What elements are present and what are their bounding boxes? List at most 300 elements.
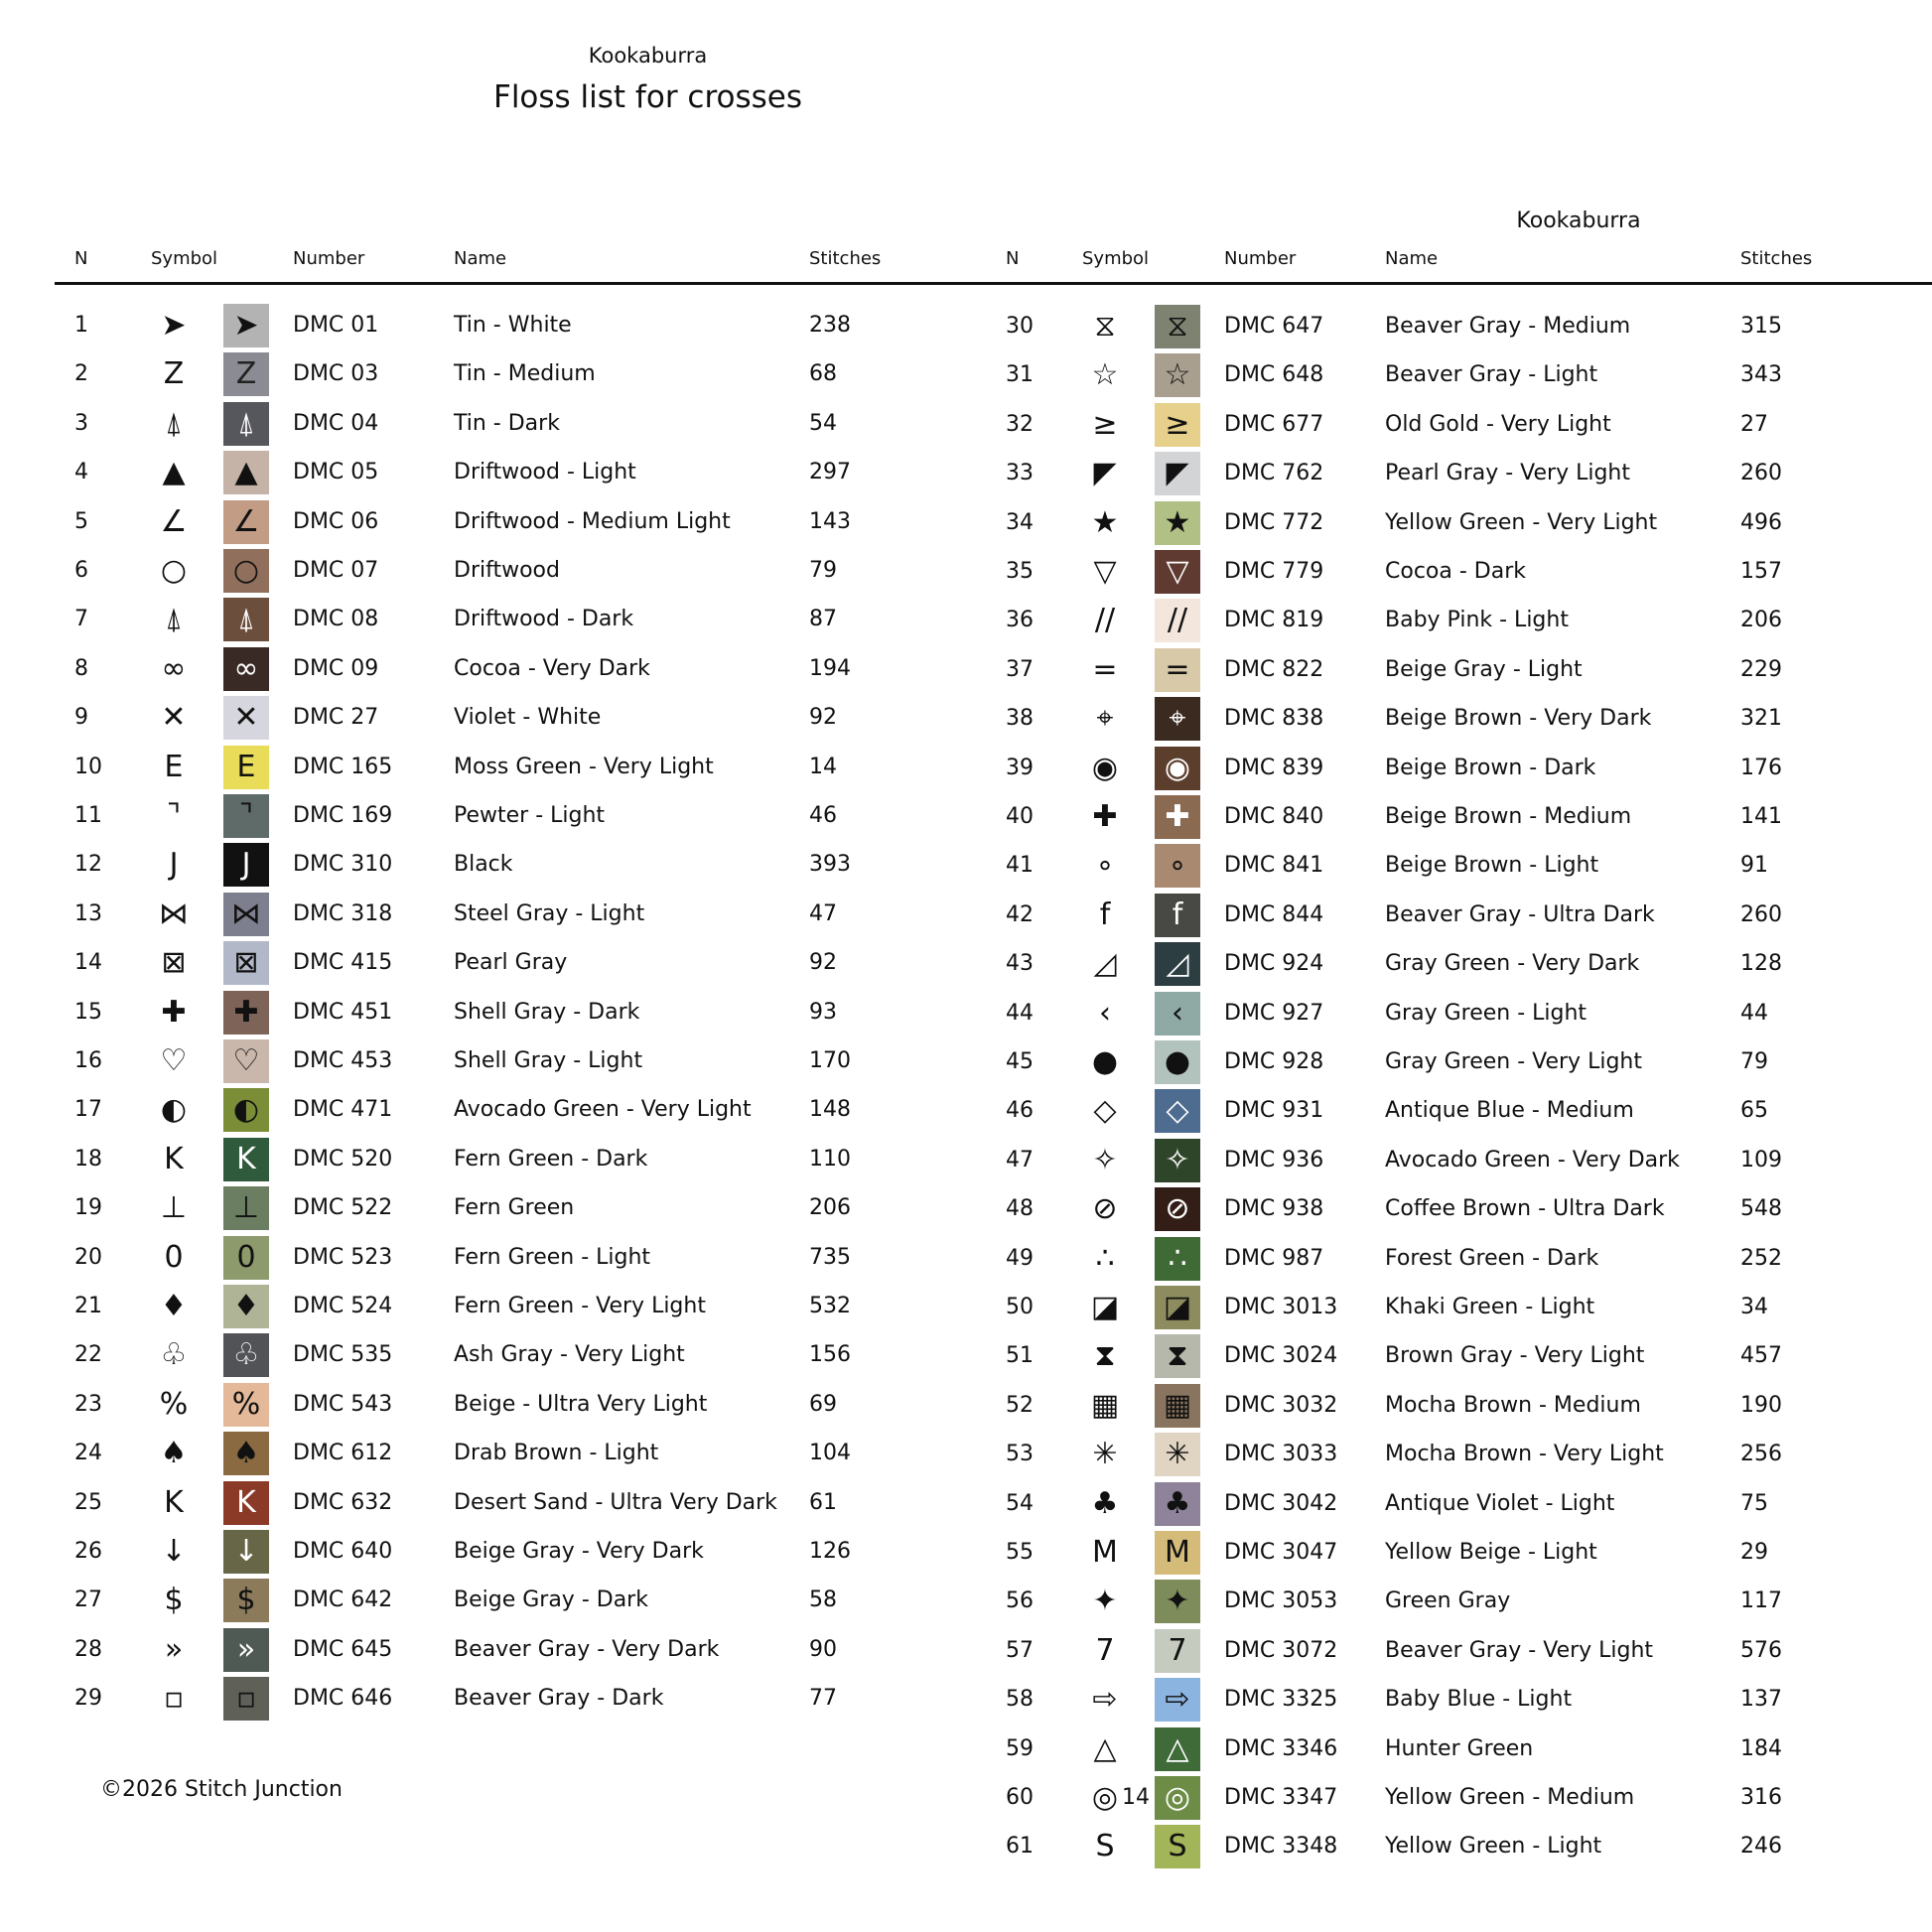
stitch-count: 252 — [1740, 1245, 1782, 1271]
color-swatch — [1155, 1237, 1200, 1281]
symbol-icon: ✕ — [161, 700, 187, 736]
color-swatch — [1155, 1580, 1200, 1623]
swatch-symbol-icon: ✚ — [233, 994, 259, 1030]
swatch-symbol-icon: ≥ — [1165, 406, 1190, 442]
floss-number: DMC 646 — [293, 1686, 393, 1712]
row-number: 25 — [74, 1489, 102, 1515]
header-number: Number — [1224, 248, 1297, 269]
color-swatch — [1155, 1825, 1200, 1868]
floss-number: DMC 772 — [1224, 509, 1324, 535]
row-number: 56 — [1006, 1588, 1034, 1614]
row-number: 42 — [1006, 901, 1034, 927]
row-number: 52 — [1006, 1392, 1034, 1418]
floss-number: DMC 169 — [293, 803, 393, 828]
stitch-count: 68 — [809, 361, 837, 387]
floss-number: DMC 936 — [1224, 1147, 1324, 1173]
stitch-count: 148 — [809, 1097, 851, 1123]
floss-number: DMC 522 — [293, 1195, 393, 1221]
floss-name: Cocoa - Dark — [1385, 559, 1526, 584]
symbol-icon: S — [1095, 1829, 1115, 1864]
symbol-icon: ↓ — [161, 1534, 187, 1569]
color-swatch — [223, 1432, 269, 1475]
floss-name: Yellow Green - Light — [1385, 1834, 1602, 1860]
floss-number: DMC 3032 — [1224, 1392, 1338, 1418]
floss-name: Beaver Gray - Very Dark — [454, 1636, 720, 1662]
floss-number: DMC 451 — [293, 999, 393, 1025]
floss-name: Driftwood - Medium Light — [454, 508, 731, 534]
header-symbol: Symbol — [1082, 248, 1150, 269]
floss-name: Baby Pink - Light — [1385, 608, 1569, 633]
color-swatch — [223, 843, 269, 887]
color-swatch — [223, 1138, 269, 1181]
floss-number: DMC 05 — [293, 460, 379, 485]
symbol-icon: ▽ — [1093, 554, 1117, 589]
row-number: 21 — [74, 1294, 102, 1318]
stitch-count: 576 — [1740, 1637, 1782, 1663]
row-number: 29 — [74, 1686, 102, 1712]
symbol-icon: ⊘ — [1092, 1191, 1118, 1227]
color-swatch — [223, 941, 269, 985]
symbol-icon: ⇨ — [1092, 1682, 1118, 1718]
color-swatch — [223, 1333, 269, 1377]
swatch-symbol-icon: ∴ — [1168, 1240, 1187, 1276]
document-title: Kookaburra — [588, 44, 708, 68]
stitch-count: 184 — [1740, 1735, 1782, 1761]
row-number: 1 — [74, 313, 88, 338]
floss-name: Gray Green - Very Dark — [1385, 951, 1640, 977]
row-number: 19 — [74, 1195, 102, 1221]
floss-name: Shell Gray - Dark — [454, 999, 640, 1025]
floss-name: Beige Gray - Very Dark — [454, 1539, 704, 1564]
swatch-symbol-icon: ∞ — [233, 650, 259, 686]
symbol-icon: ◐ — [160, 1092, 188, 1128]
floss-number: DMC 453 — [293, 1048, 393, 1073]
swatch-symbol-icon: K — [236, 1484, 256, 1520]
row-number: 61 — [1006, 1834, 1034, 1860]
table-row — [1006, 1236, 1899, 1282]
floss-number: DMC 822 — [1224, 656, 1324, 682]
table-row — [1006, 941, 1899, 987]
floss-number: DMC 3325 — [1224, 1687, 1338, 1713]
symbol-icon: ‹ — [1099, 995, 1111, 1031]
color-swatch — [223, 1186, 269, 1230]
floss-number: DMC 931 — [1224, 1098, 1324, 1124]
row-number: 4 — [74, 460, 88, 485]
floss-name: Moss Green - Very Light — [454, 754, 714, 779]
stitch-count: 58 — [809, 1587, 837, 1613]
color-swatch — [1155, 795, 1200, 839]
table-row — [1006, 696, 1899, 742]
symbol-icon: ◉ — [1091, 750, 1119, 785]
floss-name: Antique Violet - Light — [1385, 1490, 1615, 1516]
floss-number: DMC 3024 — [1224, 1343, 1338, 1369]
floss-name: Mocha Brown - Very Light — [1385, 1442, 1664, 1467]
floss-number: DMC 06 — [293, 508, 379, 534]
stitch-count: 260 — [1740, 461, 1782, 486]
swatch-symbol-icon: ✦ — [1165, 1584, 1190, 1619]
color-swatch — [1155, 501, 1200, 545]
color-swatch — [1155, 1384, 1200, 1428]
color-swatch — [1155, 648, 1200, 692]
swatch-symbol-icon: 7 — [1168, 1632, 1187, 1668]
floss-number: DMC 779 — [1224, 559, 1324, 584]
floss-name: Beige Brown - Light — [1385, 853, 1599, 879]
stitch-count: 256 — [1740, 1442, 1782, 1467]
stitch-count: 109 — [1740, 1147, 1782, 1173]
symbol-icon: Z — [163, 356, 185, 392]
stitch-count: 141 — [1740, 804, 1782, 829]
stitch-count: 457 — [1740, 1343, 1782, 1369]
table-row — [1006, 1285, 1899, 1330]
floss-number: DMC 762 — [1224, 461, 1324, 486]
stitch-count: 735 — [809, 1244, 851, 1270]
color-swatch — [1155, 599, 1200, 642]
floss-name: Pearl Gray - Very Light — [1385, 461, 1631, 486]
table-row — [74, 351, 968, 397]
color-swatch — [223, 1579, 269, 1622]
stitch-count: 61 — [809, 1489, 837, 1515]
color-swatch — [1155, 747, 1200, 790]
floss-name: Beaver Gray - Light — [1385, 362, 1598, 388]
row-number: 39 — [1006, 755, 1034, 780]
floss-number: DMC 04 — [293, 410, 379, 436]
floss-name: Baby Blue - Light — [1385, 1687, 1573, 1713]
row-number: 40 — [1006, 804, 1034, 829]
table-row — [74, 1676, 968, 1722]
row-number: 23 — [74, 1391, 102, 1417]
symbol-icon: ✚ — [161, 994, 187, 1030]
color-swatch — [223, 647, 269, 691]
floss-number: DMC 27 — [293, 705, 379, 731]
swatch-symbol-icon: ⍋ — [237, 602, 255, 637]
stitch-count: 54 — [809, 410, 837, 436]
swatch-symbol-icon: ⊠ — [233, 945, 259, 981]
stitch-count: 46 — [809, 803, 837, 828]
table-row — [1006, 1530, 1899, 1576]
stitch-count: 79 — [809, 558, 837, 583]
symbol-icon: ▫ — [163, 1681, 185, 1717]
color-swatch — [1155, 894, 1200, 937]
floss-number: DMC 165 — [293, 754, 393, 779]
floss-number: DMC 3033 — [1224, 1442, 1338, 1467]
stitch-count: 137 — [1740, 1687, 1782, 1713]
color-swatch — [223, 1039, 269, 1083]
row-number: 31 — [1006, 362, 1034, 388]
swatch-symbol-icon: ∠ — [232, 503, 260, 539]
table-row — [1006, 1383, 1899, 1429]
floss-number: DMC 938 — [1224, 1196, 1324, 1222]
table-row — [74, 892, 968, 937]
symbol-icon: △ — [1093, 1730, 1117, 1766]
floss-number: DMC 310 — [293, 852, 393, 878]
color-swatch — [223, 1677, 269, 1721]
symbol-icon: ✳ — [1092, 1437, 1118, 1472]
symbol-icon: ∠ — [160, 503, 188, 539]
swatch-symbol-icon: ▲ — [234, 455, 258, 490]
table-row — [74, 1038, 968, 1084]
table-row — [1006, 1481, 1899, 1527]
swatch-symbol-icon: ✳ — [1165, 1437, 1190, 1472]
floss-name: Beige Gray - Dark — [454, 1587, 648, 1613]
table-row — [1006, 598, 1899, 643]
stitch-count: 393 — [809, 852, 851, 878]
document-subtitle: Floss list for crosses — [492, 79, 803, 115]
swatch-symbol-icon: ◤ — [1166, 456, 1189, 491]
row-number: 22 — [74, 1342, 102, 1368]
row-number: 59 — [1006, 1735, 1034, 1761]
row-number: 7 — [74, 607, 88, 632]
color-swatch — [1155, 1187, 1200, 1231]
stitch-count: 316 — [1740, 1785, 1782, 1810]
floss-name: Desert Sand - Ultra Very Dark — [454, 1489, 777, 1515]
row-number: 6 — [74, 558, 88, 583]
header-n: N — [74, 248, 88, 269]
floss-name: Driftwood — [454, 558, 560, 583]
floss-number: DMC 632 — [293, 1489, 393, 1515]
swatch-symbol-icon: ▦ — [1163, 1387, 1192, 1423]
row-number: 3 — [74, 410, 88, 436]
symbol-icon: ● — [1091, 1044, 1119, 1079]
color-swatch — [1155, 1433, 1200, 1476]
table-row — [1006, 1677, 1899, 1723]
floss-number: DMC 844 — [1224, 901, 1324, 927]
floss-name: Beaver Gray - Very Light — [1385, 1637, 1654, 1663]
row-number: 53 — [1006, 1442, 1034, 1467]
symbol-icon: 0 — [164, 1239, 184, 1275]
row-number: 26 — [74, 1539, 102, 1564]
header-stitches: Stitches — [809, 248, 882, 269]
table-row — [74, 597, 968, 642]
row-number: 49 — [1006, 1245, 1034, 1271]
color-swatch — [223, 1285, 269, 1328]
header-stitches: Stitches — [1740, 248, 1813, 269]
floss-name: Pearl Gray — [454, 950, 568, 976]
swatch-symbol-icon: $ — [236, 1583, 256, 1618]
symbol-icon: ◿ — [1093, 946, 1117, 982]
floss-name: Gray Green - Light — [1385, 1000, 1587, 1026]
swatch-symbol-icon: ⌖ — [1169, 701, 1186, 737]
floss-name: Tin - White — [454, 313, 572, 338]
table-row — [1006, 746, 1899, 791]
floss-number: DMC 840 — [1224, 804, 1324, 829]
symbol-icon: ♦ — [160, 1289, 188, 1323]
stitch-count: 229 — [1740, 656, 1782, 682]
table-row — [1006, 402, 1899, 448]
swatch-symbol-icon: ⍋ — [237, 405, 255, 441]
table-row — [1006, 1039, 1899, 1085]
swatch-symbol-icon: ⧗ — [1167, 1338, 1188, 1374]
table-row — [74, 1382, 968, 1428]
table-row — [74, 695, 968, 741]
color-swatch — [223, 451, 269, 494]
stitch-count: 128 — [1740, 951, 1782, 977]
floss-name: Steel Gray - Light — [454, 900, 645, 926]
symbol-icon: ♡ — [160, 1043, 188, 1078]
swatch-symbol-icon: ☆ — [1164, 357, 1191, 393]
floss-name: Beige Gray - Light — [1385, 656, 1583, 682]
symbol-icon: $ — [164, 1583, 184, 1618]
swatch-symbol-icon: ♦ — [232, 1289, 260, 1323]
table-row — [1006, 1726, 1899, 1772]
floss-name: Beige Brown - Medium — [1385, 804, 1632, 829]
floss-number: DMC 928 — [1224, 1049, 1324, 1074]
stitch-count: 77 — [809, 1686, 837, 1712]
floss-number: DMC 3013 — [1224, 1295, 1338, 1319]
swatch-symbol-icon: ➤ — [233, 308, 259, 343]
floss-name: Fern Green - Dark — [454, 1146, 648, 1172]
floss-name: Fern Green — [454, 1195, 575, 1221]
swatch-symbol-icon: ✧ — [1165, 1142, 1190, 1177]
swatch-symbol-icon: ⊘ — [1165, 1191, 1190, 1227]
row-number: 43 — [1006, 951, 1034, 977]
row-number: 55 — [1006, 1540, 1034, 1565]
table-row — [74, 499, 968, 545]
table-row — [1006, 647, 1899, 693]
swatch-symbol-icon: M — [1165, 1535, 1190, 1570]
stitch-count: 260 — [1740, 901, 1782, 927]
swatch-symbol-icon: » — [236, 1631, 256, 1667]
symbol-icon: ◇ — [1093, 1093, 1117, 1129]
floss-number: DMC 3047 — [1224, 1540, 1338, 1565]
color-swatch — [223, 1481, 269, 1525]
floss-name: Brown Gray - Very Light — [1385, 1343, 1645, 1369]
symbol-icon: ∞ — [161, 650, 187, 686]
floss-number: DMC 543 — [293, 1391, 393, 1417]
swatch-symbol-icon: ◎ — [1164, 1780, 1191, 1815]
floss-number: DMC 3042 — [1224, 1490, 1338, 1516]
row-number: 46 — [1006, 1098, 1034, 1124]
stitch-count: 110 — [809, 1146, 851, 1172]
symbol-icon: = — [1092, 651, 1118, 687]
floss-name: Fern Green - Light — [454, 1244, 651, 1270]
symbol-icon: J — [169, 847, 179, 883]
swatch-symbol-icon: = — [1165, 651, 1190, 687]
color-swatch — [1155, 1334, 1200, 1378]
color-swatch — [223, 696, 269, 740]
floss-number: DMC 07 — [293, 558, 379, 583]
stitch-count: 117 — [1740, 1588, 1782, 1614]
floss-number: DMC 471 — [293, 1097, 393, 1123]
table-row — [74, 1284, 968, 1329]
row-number: 51 — [1006, 1343, 1034, 1369]
floss-number: DMC 987 — [1224, 1245, 1324, 1271]
color-swatch — [223, 893, 269, 936]
stitch-count: 27 — [1740, 411, 1768, 437]
table-row — [74, 1137, 968, 1182]
color-swatch — [1155, 1531, 1200, 1575]
table-row — [1006, 991, 1899, 1036]
floss-name: Tin - Dark — [454, 410, 560, 436]
header-name: Name — [454, 248, 507, 269]
row-number: 8 — [74, 655, 88, 681]
right-table-title: Kookaburra — [1516, 208, 1641, 233]
stitch-count: 548 — [1740, 1196, 1782, 1222]
table-row — [1006, 500, 1899, 546]
table-row — [74, 793, 968, 839]
floss-number: DMC 523 — [293, 1244, 393, 1270]
color-swatch — [1155, 942, 1200, 986]
floss-name: Antique Blue - Medium — [1385, 1098, 1634, 1124]
header-rule — [55, 282, 988, 285]
color-swatch — [223, 1383, 269, 1427]
symbol-icon: f — [1099, 897, 1111, 932]
floss-name: Cocoa - Very Dark — [454, 655, 650, 681]
table-row — [1006, 794, 1899, 840]
swatch-symbol-icon: ♡ — [232, 1043, 260, 1078]
symbol-icon: ✧ — [1092, 1142, 1118, 1177]
swatch-symbol-icon: ✕ — [233, 700, 259, 736]
table-row — [1006, 893, 1899, 938]
swatch-symbol-icon: ‹ — [1172, 995, 1183, 1031]
table-row — [74, 1332, 968, 1378]
color-swatch — [1155, 1678, 1200, 1722]
floss-name: Beaver Gray - Ultra Dark — [1385, 901, 1655, 927]
color-swatch — [223, 746, 269, 789]
color-swatch — [223, 1530, 269, 1574]
stitch-count: 44 — [1740, 1000, 1768, 1026]
floss-number: DMC 640 — [293, 1539, 393, 1564]
floss-number: DMC 612 — [293, 1441, 393, 1466]
stitch-count: 126 — [809, 1539, 851, 1564]
floss-name: Shell Gray - Light — [454, 1048, 643, 1073]
symbol-icon: ∴ — [1095, 1240, 1115, 1276]
stitch-count: 91 — [1740, 853, 1768, 879]
color-swatch — [1155, 550, 1200, 594]
swatch-symbol-icon: % — [231, 1386, 261, 1422]
symbol-icon: % — [159, 1386, 189, 1422]
row-number: 48 — [1006, 1196, 1034, 1222]
symbol-icon: ♠ — [160, 1436, 188, 1471]
stitch-count: 65 — [1740, 1098, 1768, 1124]
floss-name: Fern Green - Very Light — [454, 1294, 706, 1318]
table-row — [1006, 1824, 1899, 1869]
row-number: 10 — [74, 754, 102, 779]
floss-name: Driftwood - Dark — [454, 607, 634, 632]
floss-name: Pewter - Light — [454, 803, 606, 828]
stitch-count: 238 — [809, 313, 851, 338]
swatch-symbol-icon: ▫ — [235, 1681, 257, 1717]
table-row — [74, 990, 968, 1035]
floss-number: DMC 677 — [1224, 411, 1324, 437]
swatch-symbol-icon: ◐ — [232, 1092, 260, 1128]
stitch-count: 104 — [809, 1441, 851, 1466]
swatch-symbol-icon: Z — [235, 356, 257, 392]
floss-number: DMC 927 — [1224, 1000, 1324, 1026]
floss-number: DMC 535 — [293, 1342, 393, 1368]
stitch-count: 143 — [809, 508, 851, 534]
header-number: Number — [293, 248, 365, 269]
stitch-count: 343 — [1740, 362, 1782, 388]
color-swatch — [223, 1088, 269, 1132]
header-n: N — [1006, 248, 1020, 269]
symbol-icon: ✦ — [1092, 1584, 1118, 1619]
row-number: 15 — [74, 999, 102, 1025]
color-swatch — [1155, 353, 1200, 397]
color-swatch — [1155, 1727, 1200, 1771]
symbol-icon: ▦ — [1090, 1387, 1120, 1423]
floss-name: Tin - Medium — [454, 361, 596, 387]
table-row — [1006, 1088, 1899, 1134]
row-number: 36 — [1006, 608, 1034, 633]
stitch-count: 92 — [809, 950, 837, 976]
color-swatch — [223, 991, 269, 1035]
swatch-symbol-icon: ★ — [1164, 504, 1191, 540]
table-row — [1006, 1138, 1899, 1183]
table-row — [74, 1087, 968, 1133]
row-number: 2 — [74, 361, 88, 387]
swatch-symbol-icon: f — [1172, 897, 1183, 932]
copyright-footer: ©2026 Stitch Junction — [100, 1777, 343, 1802]
